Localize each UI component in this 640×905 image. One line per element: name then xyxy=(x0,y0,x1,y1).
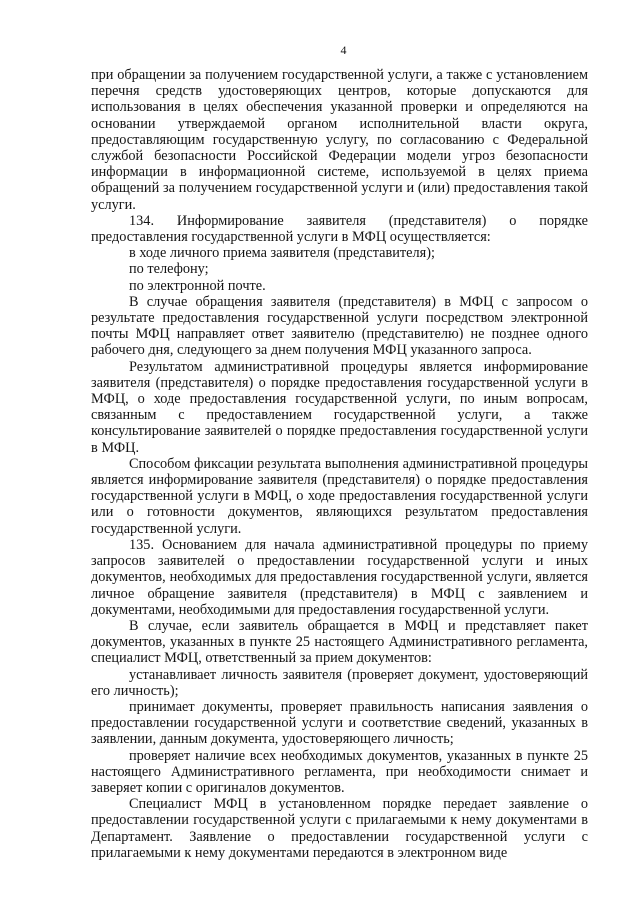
paragraph: Результатом административной процедуры является информирование заявителя (представителя) о порядке предоставления государственной услуги в МФЦ, о ходе предоставления государственной услуги, по иным вопросам, связанным с предоставлением государственной услуги, а также консультирование заявителей о порядке предоставления государственной услуги в МФЦ. xyxy=(91,358,588,456)
paragraph: В случае, если заявитель обращается в МФЦ и представляет пакет документов, указанных в пункте 25 настоящего Административного регламента, специалист МФЦ, ответственный за прием документов: xyxy=(91,617,588,667)
paragraph: Специалист МФЦ в установленном порядке передает заявление о предоставлении государственной услуги с прилагаемыми к нему документами в Департамент. Заявление о предоставлении государственной услуги с прилагаемыми к нему документами передаются в электронном виде xyxy=(91,796,588,861)
paragraph: принимает документы, проверяет правильность написания заявления о предоставлении государственной услуги и соответствие сведений, указанных в заявлении, данным документа, удостоверяющего личность; xyxy=(91,698,588,748)
paragraph: Способом фиксации результата выполнения административной процедуры является информирование заявителя (представителя) о порядке предоставления государственной услуги в МФЦ, о ходе предоставления государственной услуги или о готовности документов, являющихся результатом предоставления государственной услуги. xyxy=(91,455,588,537)
paragraph: проверяет наличие всех необходимых документов, указанных в пункте 25 настоящего Административного регламента, при необходимости снимает и заверяет копии с оригиналов документов. xyxy=(91,747,588,796)
paragraph: устанавливает личность заявителя (проверяет документ, удостоверяющий его личность); xyxy=(91,666,588,699)
paragraph: в ходе личного приема заявителя (представителя); xyxy=(129,245,435,262)
paragraph: В случае обращения заявителя (представителя) в МФЦ с запросом о результате предоставления государственной услуги посредством электронной почты МФЦ направляет ответ заявителю (представителю) не позднее одного рабочего дня, следующего за днем получения МФЦ указанного запроса. xyxy=(91,293,588,359)
paragraph: 135. Основанием для начала административной процедуры по приему запросов заявителей о предоставлении государственной услуги и иных документов, необходимых для предоставления государственной услуги, является личное обращение заявителя (представителя) в МФЦ с заявлением и документами, необходимыми для предоставления государственной услуги. xyxy=(91,536,588,618)
paragraph: при обращении за получением государственной услуги, а также с установлением перечня средств удостоверяющих центров, которые допускаются для использования в целях обеспечения указанной проверки и определяются на основании утверждаемой органом исполнительной власти округа, предоставляющим государственную услугу, по согласованию с Федеральной службой безопасности Российской Федерации модели угроз безопасности информации в информационной системе, используемой в целях приема обращений за получением государственной услуги и (или) предоставления такой услуги. xyxy=(91,67,588,213)
paragraph: 134. Информирование заявителя (представителя) о порядке предоставления государственной услуги в МФЦ осуществляется: xyxy=(91,212,588,246)
paragraph: по телефону; xyxy=(129,261,209,278)
paragraph: по электронной почте. xyxy=(129,277,266,294)
document-body xyxy=(91,67,588,861)
page-number: 4 xyxy=(340,43,347,57)
